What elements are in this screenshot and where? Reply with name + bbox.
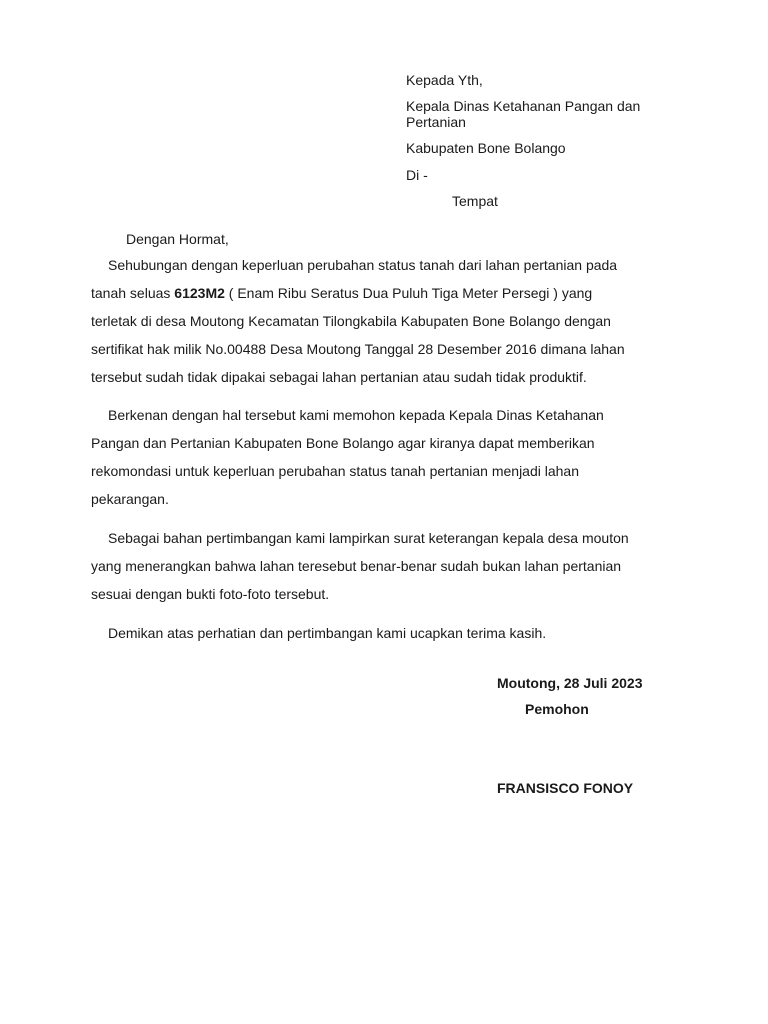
paragraph1-line4: sertifikat hak milik No.00488 Desa Moutong Tanggal 28 Desember 2016 dimana lahan bbox=[91, 341, 625, 357]
paragraph3-line2: yang menerangkan bahwa lahan teresebut benar-benar sudah bukan lahan pertanian bbox=[91, 558, 622, 574]
land-area-value: 6123M2 bbox=[174, 285, 225, 301]
paragraph2-line4: pekarangan. bbox=[91, 491, 169, 507]
paragraph1-line2 bbox=[91, 285, 592, 301]
address-recipient-line1: Kepala Dinas Ketahanan Pangan dan bbox=[406, 98, 641, 114]
paragraph1-line1: Sehubungan dengan keperluan perubahan status tanah dari lahan pertanian pada bbox=[108, 257, 618, 273]
address-recipient-line2: Pertanian bbox=[406, 114, 466, 130]
paragraph2-line1: Berkenan dengan hal tersebut kami memohon kepada Kepala Dinas Ketahanan bbox=[108, 407, 604, 423]
paragraph1-line5: tersebut sudah tidak dipakai sebagai lahan pertanian atau sudah tidak produktif. bbox=[91, 369, 587, 385]
address-greeting: Kepada Yth, bbox=[406, 72, 483, 88]
address-place: Tempat bbox=[452, 193, 498, 209]
signature-role: Pemohon bbox=[525, 701, 589, 717]
signature-name: FRANSISCO FONOY bbox=[497, 780, 634, 796]
paragraph1-line3: terletak di desa Moutong Kecamatan Tilongkabila Kabupaten Bone Bolango dengan bbox=[91, 313, 611, 329]
paragraph2-line2: Pangan dan Pertanian Kabupaten Bone Bolango agar kiranya dapat memberikan bbox=[91, 435, 595, 451]
closing-sentence: Demikan atas perhatian dan pertimbangan kami ucapkan terima kasih. bbox=[108, 625, 547, 641]
paragraph1-line2-post: ( Enam Ribu Seratus Dua Puluh Tiga Meter Persegi ) yang bbox=[224, 285, 593, 301]
paragraph2-line3: rekomondasi untuk keperluan perubahan status tanah pertanian menjadi lahan bbox=[91, 463, 580, 479]
paragraph3-line1: Sebagai bahan pertimbangan kami lampirkan surat keterangan kepala desa mouton bbox=[108, 530, 629, 546]
paragraph1-line2-pre: tanah seluas bbox=[91, 285, 175, 301]
salutation: Dengan Hormat, bbox=[126, 231, 229, 247]
address-di: Di - bbox=[406, 167, 428, 183]
signature-place-date: Moutong, 28 Juli 2023 bbox=[497, 675, 643, 691]
address-regency: Kabupaten Bone Bolango bbox=[406, 140, 566, 156]
paragraph3-line3: sesuai dengan bukti foto-foto tersebut. bbox=[91, 586, 330, 602]
